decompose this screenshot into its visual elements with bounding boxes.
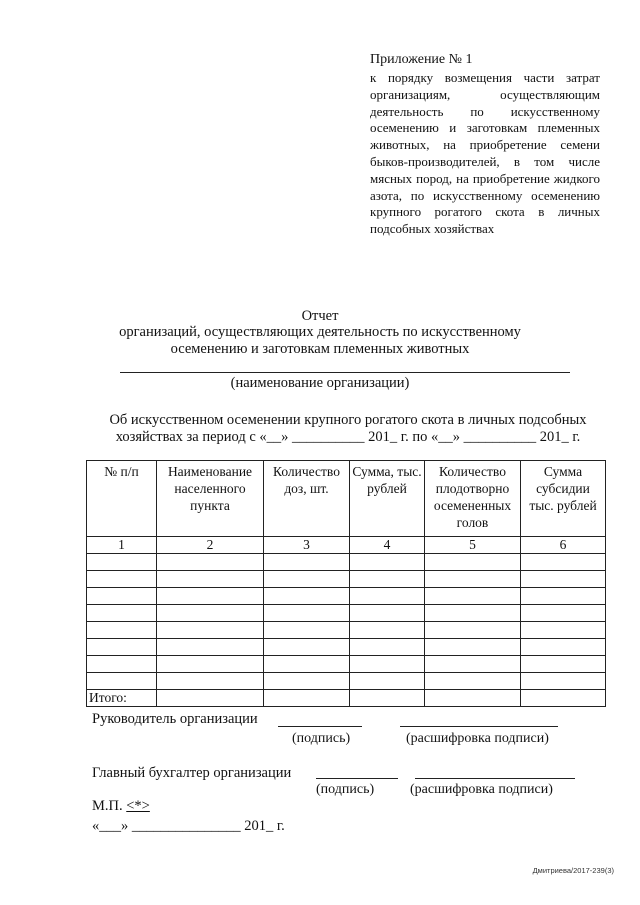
header-inseminated: Количество плодотворно осемененных голов (425, 461, 521, 537)
report-title: Отчет (301, 308, 339, 324)
accountant-decoding-line (415, 778, 575, 779)
accountant-decoding-caption: (расшифровка подписи) (410, 782, 553, 797)
table-row (87, 588, 606, 605)
header-number: № п/п (87, 461, 157, 537)
accountant-signature-label: Главный бухгалтер организации (92, 765, 292, 781)
appendix-title: Приложение № 1 (370, 52, 473, 67)
column-number-row (87, 537, 606, 554)
header-doses: Количество доз, шт. (264, 461, 350, 537)
appendix-description: к порядку возмещения части затрат организациям, осуществляющим деятельность по искусственному осеменению и заготовкам племенных животных, на приобретение семени быков-производителей, в том числе мясных пород, на приобретение жидкого азота, по искусственному осеменению крупного рогатого скота в личных подсобных хозяйствах (370, 70, 600, 237)
table-row (87, 622, 606, 639)
total-row (87, 690, 606, 707)
table-row (87, 673, 606, 690)
head-signature-label: Руководитель организации (92, 711, 258, 727)
accountant-signature-line (316, 778, 398, 779)
report-subtitle: организаций, осуществляющих деятельность по искусственному осеменению и заготовкам племенных животных (119, 324, 521, 357)
column-number: 2 (157, 537, 264, 554)
report-table (86, 460, 606, 707)
head-signature-caption: (подпись) (292, 731, 351, 746)
organization-name-caption: (наименование организации) (230, 375, 410, 391)
table-row (87, 554, 606, 571)
head-decoding-line (400, 726, 558, 727)
table-row (87, 656, 606, 673)
stamp-footnote-link[interactable]: <*> (126, 798, 150, 814)
total-label: Итого: (87, 690, 157, 707)
table-header-row (87, 461, 606, 537)
column-number: 1 (87, 537, 157, 554)
column-number: 3 (264, 537, 350, 554)
accountant-signature-caption: (подпись) (316, 782, 375, 797)
head-decoding-caption: (расшифровка подписи) (406, 731, 549, 746)
head-signature-line (278, 726, 362, 727)
organization-name-line (120, 372, 570, 373)
header-subsidy: Сумма субсидии тыс. рублей (521, 461, 606, 537)
date-line: «___» _______________ 201_ г. (92, 818, 285, 834)
column-number: 5 (425, 537, 521, 554)
stamp-place (92, 798, 150, 815)
table-row (87, 639, 606, 656)
header-amount: Сумма, тыс. рублей (350, 461, 425, 537)
column-number: 6 (521, 537, 606, 554)
header-settlement: Наименование населенного пункта (157, 461, 264, 537)
table-row (87, 605, 606, 622)
document-code: Дмитриева/2017-239(3) (532, 866, 614, 875)
stamp-label: М.П. (92, 798, 123, 814)
report-period: Об искусственном осеменении крупного рогатого скота в личных подсобных хозяйствах за период с «__» __________ 201_ г. по «__» __________ 201_ г. (109, 412, 587, 445)
column-number: 4 (350, 537, 425, 554)
table-row (87, 571, 606, 588)
